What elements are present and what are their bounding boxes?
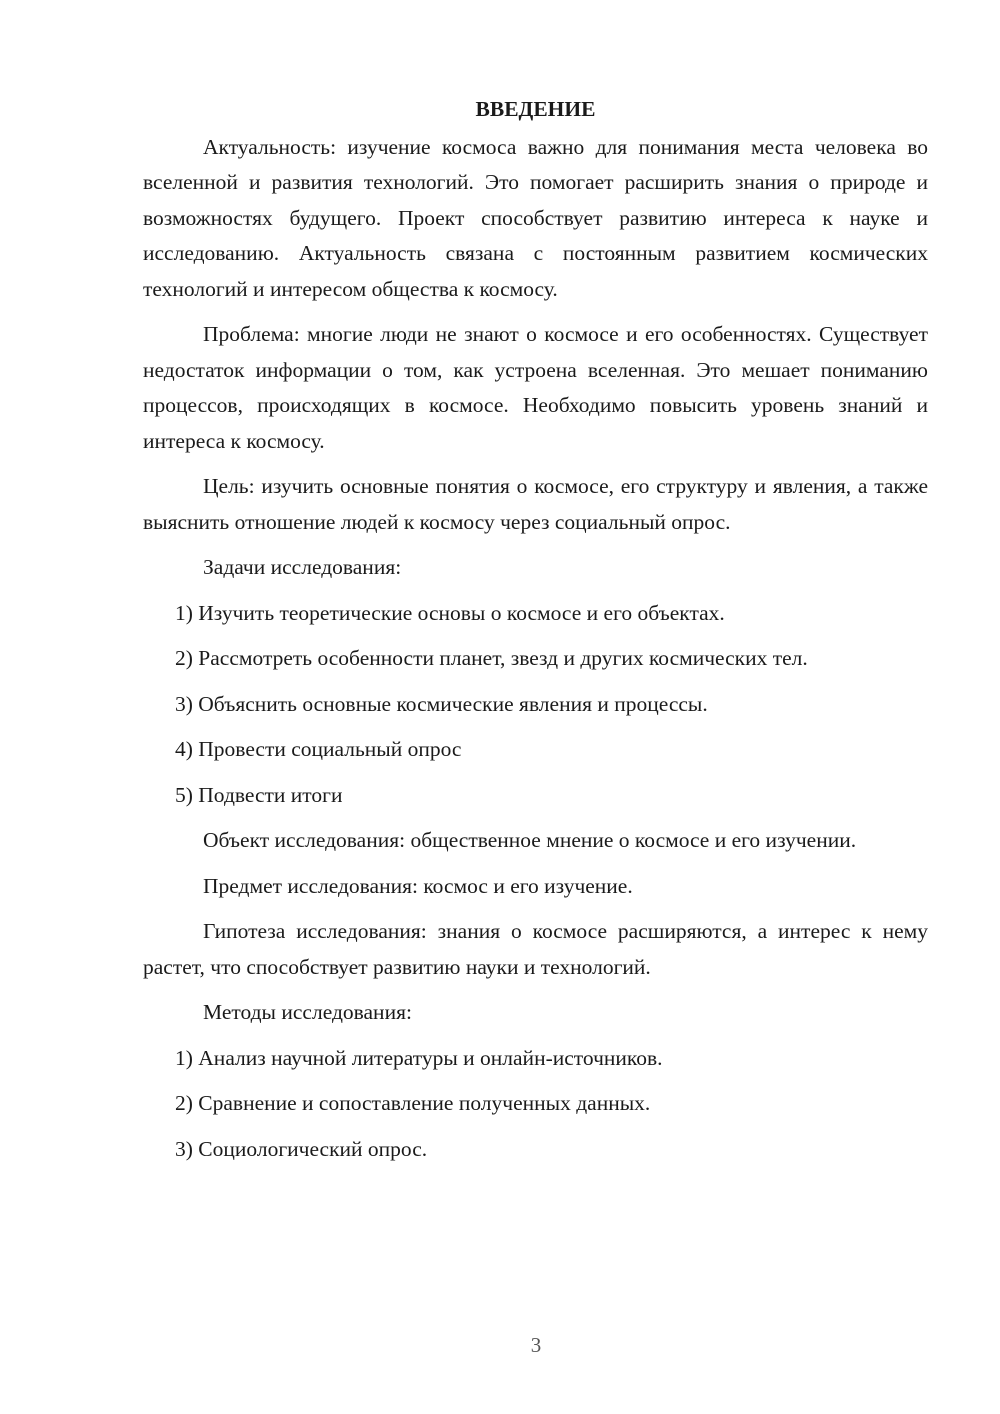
page-number: 3 [530, 1333, 542, 1357]
list-item: 4) Провести социальный опрос [175, 737, 462, 761]
actuality-paragraph: Актуальность: изучение космоса важно для понимания места человека во вселенной и развития технологий. Это помогает расширить знания о природе и возможностях будущего. Проект способствует развитию интереса к науке и исследованию. Актуальность связана с постоянным развитием космических технологий и интересом общества к космосу. [143, 134, 928, 301]
list-item: 2) Рассмотреть особенности планет, звезд и других космических тел. [175, 646, 808, 670]
tasks-list [143, 596, 928, 814]
methods-label: Методы исследования: [203, 1000, 412, 1024]
hypothesis-paragraph: Гипотеза исследования: знания о космосе расширяются, а интерес к нему растет, что способствует развитию науки и технологий. [143, 919, 928, 979]
section-heading: ВВЕДЕНИЕ [475, 97, 596, 121]
list-item: 2) Сравнение и сопоставление полученных данных. [175, 1091, 651, 1115]
page-content [143, 92, 928, 1177]
goal-paragraph: Цель: изучить основные понятия о космосе, его структуру и явления, а также выяснить отношение людей к космосу через социальный опрос. [143, 474, 928, 534]
list-item: 5) Подвести итоги [175, 782, 343, 807]
list-item: 3) Объяснить основные космические явления и процессы. [175, 691, 708, 716]
subject-paragraph: Предмет исследования: космос и его изучение. [203, 873, 633, 898]
list-item: 1) Изучить теоретические основы о космосе и его объектах. [175, 600, 725, 625]
methods-list [143, 1041, 928, 1168]
tasks-label: Задачи исследования: [203, 555, 402, 579]
list-item: 1) Анализ научной литературы и онлайн-источников. [175, 1045, 663, 1070]
object-paragraph: Объект исследования: общественное мнение о космосе и его изучении. [203, 828, 857, 852]
list-item: 3) Социологический опрос. [175, 1136, 428, 1161]
problem-paragraph: Проблема: многие люди не знают о космосе и его особенностях. Существует недостаток информации о том, как устроена вселенная. Это мешает пониманию процессов, происходящих в космосе. Необходимо повысить уровень знаний и интереса к космосу. [143, 322, 928, 453]
